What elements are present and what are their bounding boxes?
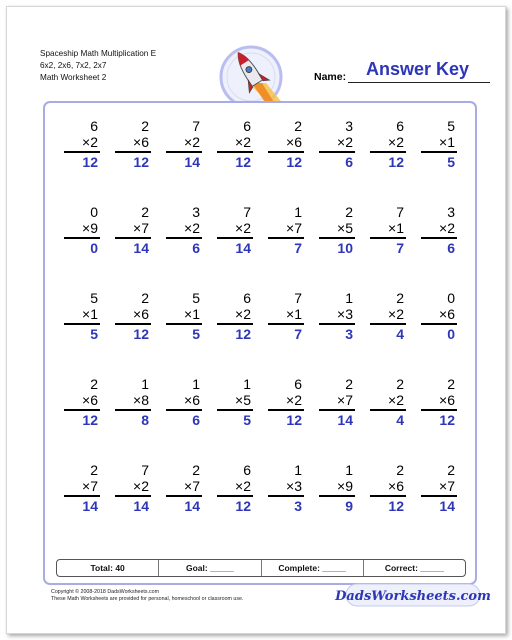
- worksheet-title: Spaceship Math Multiplication E: [40, 49, 157, 58]
- problem-rule: [64, 495, 100, 497]
- answer: 7: [294, 240, 302, 256]
- problem-rule: [115, 409, 151, 411]
- answer: 12: [82, 412, 98, 428]
- usage-text: These Math Worksheets are provided for personal, homeschool or classroom use.: [51, 596, 244, 602]
- multiplicand: 2: [141, 118, 149, 134]
- problem: [268, 118, 304, 170]
- multiplicand: 2: [294, 118, 302, 134]
- problem: [319, 376, 355, 428]
- multiplier: ×2: [133, 478, 149, 494]
- worksheet-number: Math Worksheet 2: [40, 73, 107, 82]
- multiplicand: 2: [396, 376, 404, 392]
- problem-rule: [421, 237, 457, 239]
- multiplicand: 6: [243, 462, 251, 478]
- problem: [115, 462, 151, 514]
- problem: [421, 290, 457, 342]
- problem: [64, 376, 100, 428]
- problem-rule: [217, 323, 253, 325]
- answer: 5: [447, 154, 455, 170]
- problem-rule: [115, 323, 151, 325]
- problem: [217, 118, 253, 170]
- multiplier: ×2: [235, 220, 251, 236]
- multiplier: ×7: [286, 220, 302, 236]
- problem-rule: [319, 237, 355, 239]
- multiplicand: 7: [294, 290, 302, 306]
- problem-rule: [370, 409, 406, 411]
- multiplicand: 2: [345, 376, 353, 392]
- multiplicand: 2: [447, 462, 455, 478]
- multiplicand: 6: [243, 118, 251, 134]
- problem-rule: [268, 495, 304, 497]
- goal-field: Goal: _____: [159, 560, 261, 576]
- problem-rule: [217, 495, 253, 497]
- answer: 12: [286, 154, 302, 170]
- problem-rule: [370, 323, 406, 325]
- answer: 7: [294, 326, 302, 342]
- answer: 6: [345, 154, 353, 170]
- problem-rule: [64, 409, 100, 411]
- problem-rule: [268, 409, 304, 411]
- problem-rule: [166, 409, 202, 411]
- multiplier: ×6: [133, 306, 149, 322]
- problem-rule: [421, 495, 457, 497]
- multiplicand: 2: [90, 462, 98, 478]
- problem: [64, 118, 100, 170]
- multiplier: ×8: [133, 392, 149, 408]
- multiplicand: 1: [345, 290, 353, 306]
- problem-rule: [115, 237, 151, 239]
- copyright-text: Copyright © 2008-2018 DadsWorksheets.com: [51, 589, 160, 595]
- multiplier: ×2: [184, 134, 200, 150]
- problem: [64, 462, 100, 514]
- problem: [319, 290, 355, 342]
- answer: 4: [396, 326, 404, 342]
- problem: [115, 204, 151, 256]
- multiplier: ×1: [82, 306, 98, 322]
- multiplicand: 1: [345, 462, 353, 478]
- multiplicand: 3: [447, 204, 455, 220]
- answer: 9: [345, 498, 353, 514]
- multiplier: ×2: [388, 306, 404, 322]
- complete-field: Complete: _____: [262, 560, 364, 576]
- answer: 14: [184, 154, 200, 170]
- logo-text: DadsWorksheets.com: [335, 589, 491, 604]
- problem: [166, 204, 202, 256]
- problem-rule: [268, 237, 304, 239]
- answer: 14: [133, 240, 149, 256]
- answer: 12: [439, 412, 455, 428]
- multiplier: ×5: [337, 220, 353, 236]
- problem: [370, 204, 406, 256]
- name-underline: [348, 82, 490, 83]
- multiplicand: 2: [396, 462, 404, 478]
- total-count: Total: 40: [57, 560, 159, 576]
- answer: 12: [388, 154, 404, 170]
- answer: 0: [447, 326, 455, 342]
- problem: [421, 462, 457, 514]
- problem-rule: [166, 151, 202, 153]
- multiplier: ×3: [337, 306, 353, 322]
- answer: 12: [133, 326, 149, 342]
- multiplicand: 1: [294, 462, 302, 478]
- multiplicand: 1: [141, 376, 149, 392]
- multiplier: ×1: [439, 134, 455, 150]
- multiplicand: 1: [192, 376, 200, 392]
- multiplicand: 6: [90, 118, 98, 134]
- answer: 14: [184, 498, 200, 514]
- multiplier: ×2: [388, 392, 404, 408]
- answer: 7: [396, 240, 404, 256]
- problem-rule: [319, 409, 355, 411]
- problem: [166, 376, 202, 428]
- multiplier: ×7: [133, 220, 149, 236]
- problem: [166, 118, 202, 170]
- answer: 8: [141, 412, 149, 428]
- answer: 14: [235, 240, 251, 256]
- problem: [64, 290, 100, 342]
- multiplier: ×6: [82, 392, 98, 408]
- multiplicand: 2: [396, 290, 404, 306]
- worksheet-header: [40, 48, 156, 84]
- correct-field: Correct: _____: [384, 563, 444, 573]
- answer: 6: [447, 240, 455, 256]
- answer: 0: [90, 240, 98, 256]
- problem-rule: [370, 151, 406, 153]
- problem-rule: [421, 409, 457, 411]
- answer: 5: [192, 326, 200, 342]
- problem: [268, 290, 304, 342]
- answer: 14: [439, 498, 455, 514]
- multiplier: ×6: [439, 306, 455, 322]
- problem: [115, 118, 151, 170]
- multiplier: ×1: [286, 306, 302, 322]
- multiplier: ×6: [286, 134, 302, 150]
- problem-rule: [64, 151, 100, 153]
- multiplier: ×2: [184, 220, 200, 236]
- problem: [268, 462, 304, 514]
- multiplicand: 5: [192, 290, 200, 306]
- problem: [217, 462, 253, 514]
- multiplicand: 2: [192, 462, 200, 478]
- multiplier: ×2: [439, 220, 455, 236]
- multiplicand: 5: [447, 118, 455, 134]
- multiplier: ×2: [82, 134, 98, 150]
- problem-rule: [166, 237, 202, 239]
- problem: [319, 204, 355, 256]
- multiplicand: 2: [141, 204, 149, 220]
- multiplier: ×2: [286, 392, 302, 408]
- footer-text: [51, 589, 243, 603]
- multiplier: ×1: [388, 220, 404, 236]
- problem: [319, 118, 355, 170]
- answer: 12: [82, 154, 98, 170]
- multiplier: ×3: [286, 478, 302, 494]
- problem-rule: [115, 495, 151, 497]
- multiplier: ×9: [82, 220, 98, 236]
- problem-rule: [217, 409, 253, 411]
- multiplicand: 2: [345, 204, 353, 220]
- answer: 14: [82, 498, 98, 514]
- answer: 5: [243, 412, 251, 428]
- multiplicand: 3: [192, 204, 200, 220]
- problem-rule: [370, 495, 406, 497]
- problem-rule: [166, 495, 202, 497]
- problem: [319, 462, 355, 514]
- answer: 3: [294, 498, 302, 514]
- problem: [166, 290, 202, 342]
- answer: 3: [345, 326, 353, 342]
- problems-frame: [43, 101, 477, 585]
- multiplier: ×1: [184, 306, 200, 322]
- problem: [370, 462, 406, 514]
- multiplicand: 5: [90, 290, 98, 306]
- multiplier: ×6: [133, 134, 149, 150]
- multiplier: ×2: [235, 478, 251, 494]
- worksheet-page: [6, 6, 506, 634]
- multiplicand: 0: [447, 290, 455, 306]
- problem-rule: [421, 323, 457, 325]
- problem-rule: [64, 323, 100, 325]
- answer: 6: [192, 240, 200, 256]
- problem-rule: [268, 151, 304, 153]
- name-field: [314, 61, 494, 85]
- answer: 12: [235, 498, 251, 514]
- problem-rule: [319, 495, 355, 497]
- multiplicand: 2: [447, 376, 455, 392]
- problem: [217, 290, 253, 342]
- problem: [370, 118, 406, 170]
- summary-bar: [56, 559, 466, 577]
- problem: [421, 204, 457, 256]
- answer: 12: [235, 326, 251, 342]
- answer: 12: [235, 154, 251, 170]
- multiplicand: 0: [90, 204, 98, 220]
- answer: 5: [90, 326, 98, 342]
- problem: [217, 204, 253, 256]
- multiplier: ×2: [388, 134, 404, 150]
- answer: 10: [337, 240, 353, 256]
- problem: [115, 290, 151, 342]
- multiplier: ×2: [235, 306, 251, 322]
- multiplier: ×6: [184, 392, 200, 408]
- problem-rule: [370, 237, 406, 239]
- multiplier: ×7: [337, 392, 353, 408]
- problem-rule: [217, 151, 253, 153]
- multiplicand: 7: [192, 118, 200, 134]
- problem-rule: [319, 151, 355, 153]
- problem: [268, 376, 304, 428]
- problem: [370, 376, 406, 428]
- multiplier: ×5: [235, 392, 251, 408]
- problem: [115, 376, 151, 428]
- multiplicand: 7: [141, 462, 149, 478]
- problem: [217, 376, 253, 428]
- name-label: Name:: [314, 71, 347, 83]
- problem: [64, 204, 100, 256]
- answer: 12: [388, 498, 404, 514]
- problem-rule: [319, 323, 355, 325]
- multiplicand: 6: [396, 118, 404, 134]
- answer-key-label: Answer Key: [366, 59, 470, 79]
- multiplicand: 2: [90, 376, 98, 392]
- multiplicand: 1: [243, 376, 251, 392]
- multiplicand: 1: [294, 204, 302, 220]
- problem-rule: [166, 323, 202, 325]
- multiplier: ×7: [184, 478, 200, 494]
- problem-rule: [115, 151, 151, 153]
- problem: [268, 204, 304, 256]
- answer: 12: [286, 412, 302, 428]
- answer: 14: [337, 412, 353, 428]
- answer: 12: [133, 154, 149, 170]
- multiplier: ×2: [235, 134, 251, 150]
- multiplier: ×9: [337, 478, 353, 494]
- multiplicand: 6: [243, 290, 251, 306]
- problem-rule: [421, 151, 457, 153]
- multiplier: ×7: [439, 478, 455, 494]
- problem: [370, 290, 406, 342]
- problem: [421, 376, 457, 428]
- facts-list: 6x2, 2x6, 7x2, 2x7: [40, 61, 107, 70]
- problem-rule: [268, 323, 304, 325]
- multiplicand: 7: [243, 204, 251, 220]
- answer: 14: [133, 498, 149, 514]
- answer: 4: [396, 412, 404, 428]
- multiplier: ×6: [439, 392, 455, 408]
- multiplicand: 2: [141, 290, 149, 306]
- problem: [166, 462, 202, 514]
- problem: [421, 118, 457, 170]
- multiplicand: 6: [294, 376, 302, 392]
- multiplicand: 3: [345, 118, 353, 134]
- multiplier: ×6: [388, 478, 404, 494]
- problem-rule: [217, 237, 253, 239]
- answer: 6: [192, 412, 200, 428]
- problem-rule: [64, 237, 100, 239]
- dadsworksheets-logo: [335, 581, 491, 609]
- multiplicand: 7: [396, 204, 404, 220]
- multiplier: ×2: [337, 134, 353, 150]
- multiplier: ×7: [82, 478, 98, 494]
